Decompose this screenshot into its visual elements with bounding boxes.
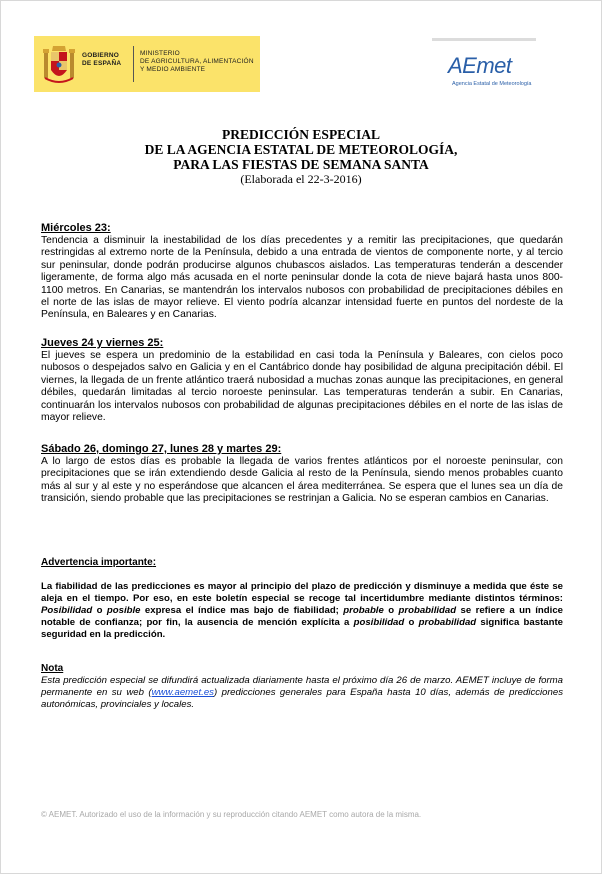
note-block [41, 663, 563, 711]
aemet-wordmark: AEmet [448, 53, 512, 78]
section-heading: Miércoles 23: [41, 222, 111, 234]
section-heading: Sábado 26, domingo 27, lunes 28 y martes 29: [41, 443, 282, 455]
warning-text: La fiabilidad de las predicciones es mayor al principio del plazo de predicción y disminuye a medida que éste se aleja en el tiempo. Por eso, en este boletín especial se recoge tal incertidumbre mediante distintos términos: Posibilidad o posible expresa el índice mas bajo de fiabilidad; probable o probabilidad se refiere a un índice notable de confianza; por fin, la ausencia de mención explícita a posibilidad o probabilidad significa bastante seguridad en la predicción. [41, 581, 563, 640]
aemet-subtitle: Agencia Estatal de Meteorología [452, 81, 532, 87]
copyright-footer: © AEMET. Autorizado el uso de la información y su reproducción citando AEMET como autora de la misma. [41, 810, 422, 819]
section-thursday-friday [41, 337, 563, 424]
aemet-logo [448, 54, 538, 94]
section-weekend [41, 443, 563, 506]
warning-block [41, 557, 563, 641]
gobierno-name: GOBIERNO DE ESPAÑA [82, 52, 122, 67]
section-heading: Jueves 24 y viernes 25: [41, 337, 164, 349]
ministry-name: MINISTERIO DE AGRICULTURA, ALIMENTACIÓN Y MEDIO AMBIENTE [140, 50, 254, 73]
section-text: A lo largo de estos días es probable la llegada de varios frentes atlánticos por el noroeste peninsular, con precipitaciones que se irán extendiendo desde Galicia al resto de la Península, siendo menos probables cuanto más al sur y al este y no esperándose que alcancen el área mediterránea. Se espera que el lunes sea un día de transición, siendo probable que las precipitaciones se restrinjan a Galicia. No se esperan cambios en Canarias. [41, 456, 563, 505]
title-line-1: PREDICCIÓN ESPECIAL [222, 127, 380, 142]
note-heading: Nota [41, 663, 64, 674]
gobierno-logo [34, 36, 260, 92]
title-line-2: DE LA AGENCIA ESTATAL DE METEOROLOGÍA, [144, 142, 458, 157]
section-wednesday [41, 222, 563, 322]
section-text: Tendencia a disminuir la inestabilidad de los días precedentes y a remitir las precipitaciones, que quedarán restringidas al extremo norte de la Península, debido a una entrada de vientos de componente norte, y al tercio sur peninsular, donde podrán producirse algunos chubascos aislados. Las temperaturas tenderán a descender ligeramente, de forma algo más acusada en el norte peninsular donde la cota de nieve bajará hasta unos 800-1100 metros. En Canarias, se mantendrán los intervalos nubosos con probabilidad de precipitaciones débiles en el norte de las islas de mayor relieve. El viento podría alcanzar intensidad fuerte en puntos del nordeste de la Península, en Baleares y en Canarias. [41, 235, 563, 321]
aemet-website-link[interactable]: www.aemet.es [151, 687, 214, 698]
document-title [60, 127, 542, 187]
logo-divider [133, 46, 134, 82]
document-date: (Elaborada el 22-3-2016) [240, 172, 362, 186]
warning-heading: Advertencia importante: [41, 557, 157, 568]
section-text: El jueves se espera un predominio de la estabilidad en casi toda la Península y Baleares, con cielos poco nubosos o despejados salvo en Galicia y en el Cantábrico donde hay posibilidad de alguna precipitación débil. El viernes, la llegada de un frente atlántico traerá nubosidad a muchas zonas aunque las precipitaciones, en general débiles, quedarán limitadas al tercio noroeste peninsular. Las temperaturas tenderán a subir. En Canarias, continuarán los intervalos nubosos con probabilidad de algunas precipitaciones débiles en el norte de las islas de mayor relieve. [41, 350, 563, 424]
title-line-3: PARA LAS FIESTAS DE SEMANA SANTA [173, 157, 429, 172]
coat-of-arms-icon [42, 42, 76, 86]
note-text: Esta predicción especial se difundirá actualizada diariamente hasta el próximo día 26 de marzo. AEMET incluye de forma permanente en su web (www.aemet.es) predicciones generales para España hasta 10 días, además de predicciones autonómicas, provinciales y locales. [41, 675, 563, 710]
aemet-top-bar [432, 38, 536, 41]
